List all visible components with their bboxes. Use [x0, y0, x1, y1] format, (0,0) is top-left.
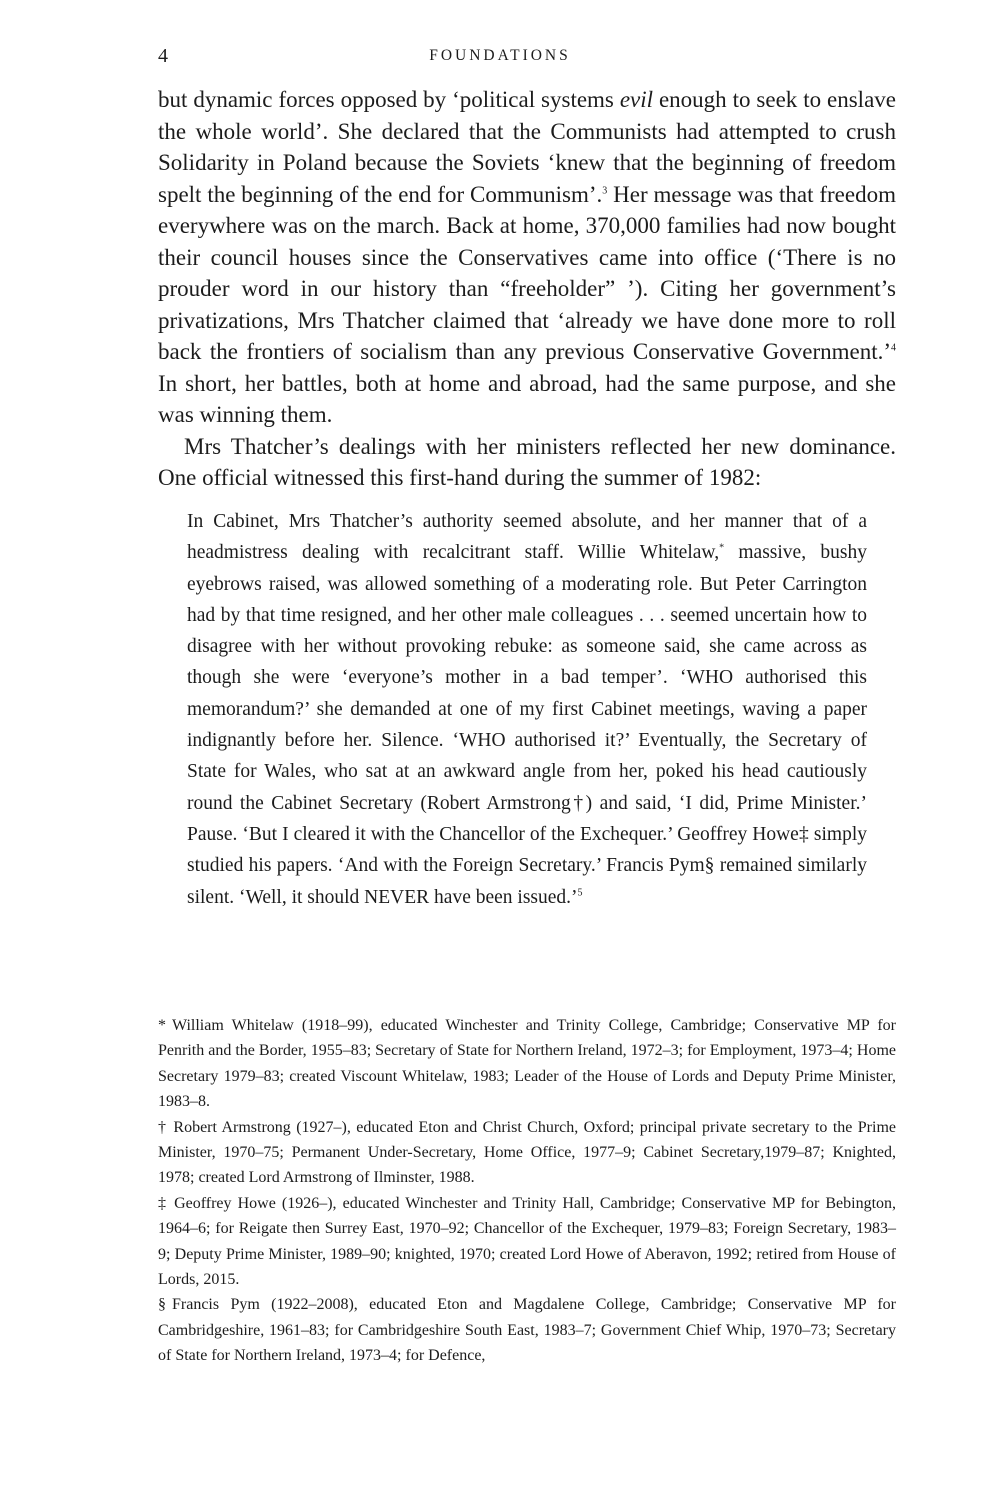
quote-text-b: massive, bushy eyebrows raised, was allowed something of a moderating role. But Peter Carrington had by that time resigned, and her other male colleagues . . . seemed uncertain how to disagree with her without provoking rebuke: as someone said, she came across as though she were ‘everyone’s mother in a bad temper’. ‘WHO authorised this memorandum?’ she demanded at one of my first Cabinet meetings, waving a paper indignantly before her. Silence. ‘WHO authorised it?’ Eventually, the Secretary of State for Wales, who sat at an awkward angle from her, poked his head cautiously round the Cabinet Secretary (Robert Armstrong†) and said, ‘I did, Prime Minister.’ Pause. ‘But I cleared it with the Chancellor of the Exchequer.’ Geoffrey Howe‡ simply studied his papers. ‘And with the Foreign Secretary.’ Francis Pym§ remained similarly silent. ‘Well, it should NEVER have been issued.’ — [187, 542, 867, 908]
body-text — [158, 84, 896, 494]
footnote-text: Francis Pym (1922–2008), educated Eton and Magdalene College, Cambridge; Conservative MP for Cambridgeshire, 1961–83; for Cambridgeshire South East, 1983–7; Government Chief Whip, 1970–73; Secretary of State for Northern Ireland, 1973–4; for Defence, — [158, 1296, 896, 1365]
footnote-text: Geoffrey Howe (1926–), educated Winchester and Trinity Hall, Cambridge; Conservative MP for Bebington, 1964–6; for Reigate then Surrey East, 1970–92; Chancellor of the Exchequer, 1979–83; Foreign Secretary, 1983–9; Deputy Prime Minister, 1989–90; knighted, 1970; created Lord Howe of Aberavon, 1992; retired from House of Lords, 2015. — [158, 1194, 897, 1289]
p1-text-d: In short, her battles, both at home and abroad, had the same purpose, and she was winning them. — [158, 370, 896, 427]
footnote-mark-asterisk: * — [719, 542, 725, 554]
footnote-pym — [158, 1292, 896, 1368]
footnote-armstrong — [158, 1115, 896, 1191]
endnote-ref-5: 5 — [577, 887, 583, 899]
p1-text-b: enough to seek to enslave the whole world’. She declared that the Communists had attempted to crush Solidarity in Poland because the Soviets ‘knew that the beginning of freedom spelt the beginning of the end for Communism’. — [158, 87, 896, 207]
footnote-mark: ‡ — [158, 1194, 169, 1212]
footnote-whitelaw — [158, 1013, 896, 1115]
running-head: FOUNDATIONS — [429, 47, 571, 64]
footnote-mark: * — [158, 1017, 166, 1034]
block-quote — [187, 506, 867, 913]
endnote-ref-4: 4 — [891, 342, 896, 354]
paragraph-1 — [158, 84, 896, 431]
footnotes — [158, 1013, 896, 1369]
paragraph-2: Mrs Thatcher’s dealings with her ministers reflected her new dominance. One official witnessed this first-hand during the summer of 1982: — [158, 433, 896, 490]
p1-emphasis: evil — [619, 87, 654, 112]
footnote-text: William Whitelaw (1918–99), educated Winchester and Trinity College, Cambridge; Conservative MP for Penrith and the Border, 1955–83; Secretary of State for Northern Ireland, 1972–3; for Employment, 1973–4; Home Secretary 1979–83; created Viscount Whitelaw, 1983; Leader of the House of Lords and Deputy Prime Minister, 1983–8. — [158, 1017, 896, 1111]
p1-text-c: Her message was that freedom everywhere was on the march. Back at home, 370,000 families had now bought their council houses since the Conservatives came into office (‘There is no prouder word in our history than “freeholder” ’). Citing her government’s privatizations, Mrs Thatcher claimed that ‘already we have done more to roll back the frontiers of socialism than any previous Conservative Government.’ — [158, 181, 896, 364]
page-number: 4 — [158, 45, 168, 67]
footnote-mark: § — [158, 1296, 166, 1314]
endnote-ref-3: 3 — [602, 184, 608, 196]
p1-text-a: but dynamic forces opposed by ‘political systems — [158, 87, 620, 112]
footnote-text: Robert Armstrong (1927–), educated Eton and Christ Church, Oxford; principal private secretary to the Prime Minister, 1970–75; Permanent Under-Secretary, Home Office, 1977–9; Cabinet Secretary,1979–87; Knighted, 1978; created Lord Armstrong of Ilminster, 1988. — [158, 1118, 896, 1187]
footnote-howe — [158, 1191, 896, 1293]
quote-text-a: In Cabinet, Mrs Thatcher’s authority seemed absolute, and her manner that of a headmistress dealing with recalcitrant staff. Willie Whitelaw, — [187, 511, 867, 564]
footnote-mark: † — [158, 1118, 168, 1136]
